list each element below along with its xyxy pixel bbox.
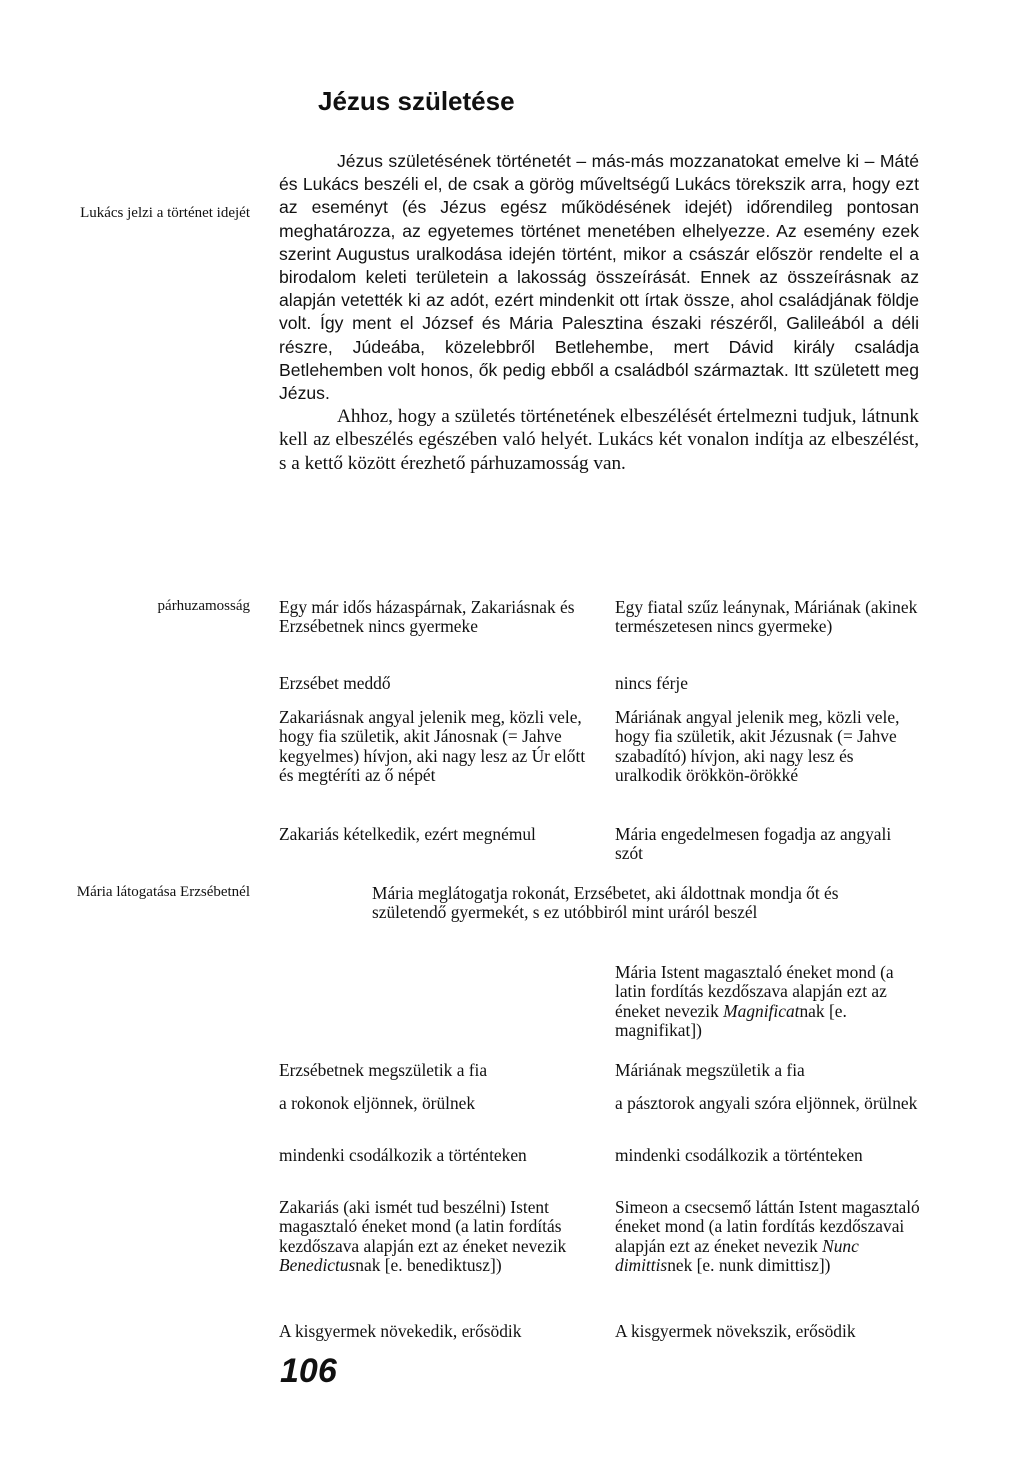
comparison-left-6: a rokonok eljönnek, örülnek — [279, 1093, 476, 1113]
margin-note-parallel: párhuzamosság — [157, 598, 250, 614]
magnificat-italic: Magnificat — [723, 1000, 800, 1021]
nunc-dimittis-text — [615, 1198, 923, 1276]
comparison-left-1: Egy már idős házaspárnak, Zakariásnak és Erzsébetnek nincs gyermeke — [279, 597, 575, 637]
nunc-dimittis-italic: Nunc dimittis — [615, 1235, 859, 1276]
comparison-left-2: Erzsébet meddő — [279, 673, 391, 693]
comparison-right-6: a pásztorok angyali szóra eljönnek, örülnek — [615, 1093, 918, 1113]
comparison-left-4: Zakariás kételkedik, ezért megnémul — [279, 824, 536, 844]
benedictus-after: nak [e. benediktusz]) — [355, 1255, 502, 1276]
comparison-left-5: Erzsébetnek megszületik a fia — [279, 1060, 488, 1080]
comparison-right-4: Mária engedelmesen fogadja az angyali szót — [615, 824, 892, 864]
comparison-right-2: nincs férje — [615, 673, 688, 693]
intro-text — [279, 150, 919, 475]
magnificat-before: Mária Istent magasztaló éneket mond (a latin fordítás kezdőszava alapján ezt az éneket nevezik — [615, 962, 894, 1021]
visit-text: Mária meglátogatja rokonát, Erzsébetet, aki áldottnak mondja őt és születendő gyermekét, s ez utóbbiról mint uráról beszél — [372, 883, 839, 923]
comparison-left-last: A kisgyermek növekedik, erősödik — [279, 1321, 522, 1341]
margin-note-visit: Mária látogatása Erzsébetnél — [76, 884, 250, 900]
benedictus-before: Zakariás (aki ismét tud beszélni) Istent magasztaló éneket mond (a latin fordítás kezdőszava alapján ezt az éneket nevezik — [279, 1197, 567, 1256]
intro-paragraph-1: Jézus születésének történetét – más-más mozzanatokat emelve ki – Máté és Lukács beszéli el, de csak a görög műveltségű Lukács törekszik arra, hogy ezt az eseményt (és Jézus egész működésének idejét) időrendileg pontosan meghatározza, az egyetemes történet menetében elhelyezze. Az esemény ezek szerint Augustus uralkodása idején történt, mikor a császár először rendelte el a birodalom keleti területein a lakosság összeírását. Ennek az összeírásnak az alapján vetették ki az adót, ezért mindenkit ott írtak össze, ahol családjának földje volt. Így ment el József és Mária Palesztina északi részéről, Galileából a déli részre, Júdeába, közelebbről Betlehembe, mert Dávid király családja Betlehemben volt honos, ők pedig ebből a családból származtak. Itt született meg Jézus. — [279, 151, 919, 404]
page-title: Jézus születése — [318, 86, 515, 116]
magnificat-text — [615, 963, 923, 1041]
comparison-right-7: mindenki csodálkozik a történteken — [615, 1145, 863, 1165]
comparison-left-7: mindenki csodálkozik a történteken — [279, 1145, 527, 1165]
comparison-left-3: Zakariásnak angyal jelenik meg, közli vele, hogy fia születik, akit Jánosnak (= Jahve kegyelmes) hívjon, aki nagy lesz az Úr előtt és megtéríti az ő népét — [279, 707, 586, 786]
page-number: 106 — [280, 1352, 337, 1390]
comparison-right-1: Egy fiatal szűz leánynak, Máriának (akinek természetesen nincs gyermeke) — [615, 597, 918, 637]
margin-note-dating: Lukács jelzi a történet idejét — [80, 205, 250, 221]
comparison-right-5: Máriának megszületik a fia — [615, 1060, 805, 1080]
benedictus-italic: Benedictus — [279, 1255, 356, 1276]
comparison-right-3: Máriának angyal jelenik meg, közli vele, hogy fia születik, akit Jézusnak (= Jahve szabadító) hívjon, aki nagy lesz és uralkodik örökkön-örökké — [615, 707, 900, 786]
benedictus-text — [279, 1198, 587, 1276]
intro-paragraph-2: Ahhoz, hogy a születés történetének elbeszélését értelmezni tudjuk, látnunk kell az elbeszélés egészében való helyét. Lukács két vonalon indítja az elbeszélést, s a kettő között érezhető párhuzamosság van. — [279, 406, 919, 474]
comparison-right-last: A kisgyermek növekszik, erősödik — [615, 1321, 856, 1341]
nunc-dimittis-before: Simeon a csecsemő láttán Istent magasztaló éneket mond (a latin fordítás kezdőszavai alapján ezt az éneket nevezik — [615, 1197, 920, 1256]
nunc-dimittis-after: nek [e. nunk dimittisz]) — [667, 1255, 831, 1276]
magnificat-after: nak [e. magnifikat]) — [615, 1000, 847, 1041]
